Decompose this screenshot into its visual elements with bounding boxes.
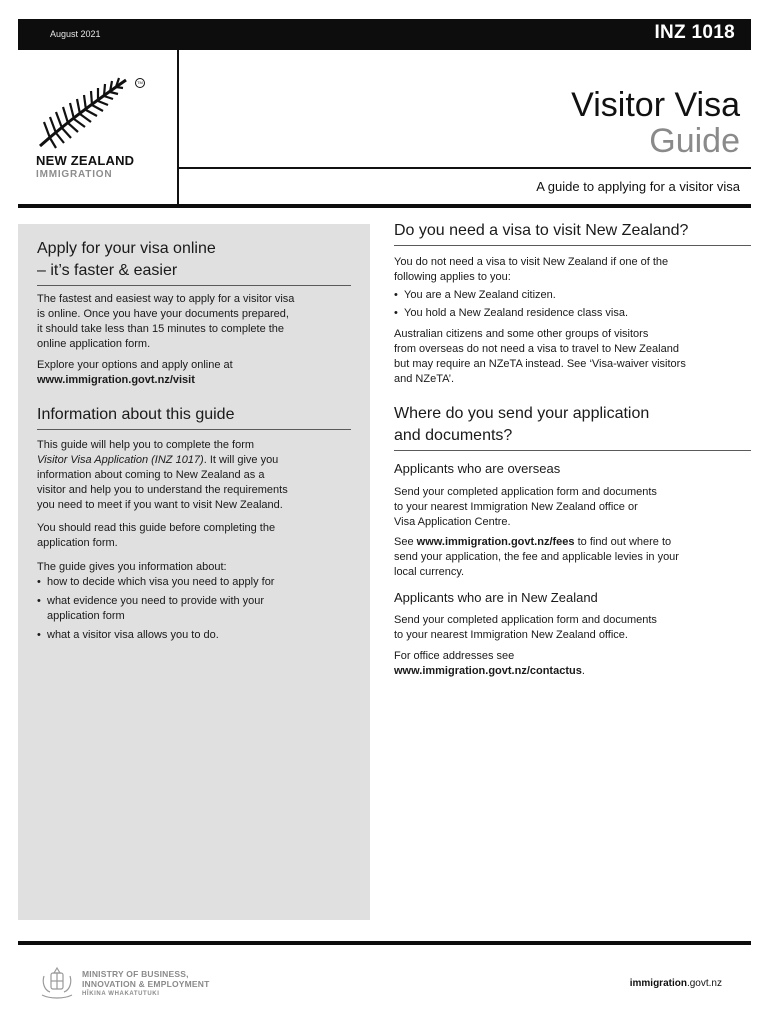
need-visa-intro: You do not need a visa to visit New Zealand if one of the following applies to you: [394,256,669,283]
header-divider-vertical [177,50,179,205]
apply-online-paragraph: The fastest and easiest way to apply for a visitor visa is online. Once you have your documents prepared, it should take less than 15 minutes to complete the online application form. [37,293,295,350]
coat-of-arms-icon [38,966,76,1000]
list-item: • what a visitor visa allows you to do. [37,628,351,643]
read-guide-paragraph: You should read this guide before completing the application form. [37,522,276,549]
send-application-heading: Where do you send your application and documents? [394,403,751,451]
ministry-name: MINISTRY OF BUSINESS, INNOVATION & EMPLOYMENT HĪKINA WHAKATUTUKI [82,969,210,997]
form-code: INZ 1018 [654,22,735,43]
header-bar [18,19,751,50]
guide-info-paragraph: This guide will help you to complete the form Visitor Visa Application (INZ 1017). It will give you information about coming to New Zealand as a visitor and help you to understand the requirements you need to meet if you want to visit New Zealand. [37,439,288,511]
contactus-link[interactable]: www.immigration.govt.nz/contactus [394,665,582,677]
in-nz-paragraph: Send your completed application form and documents to your nearest Immigration New Zealand office. [394,614,657,641]
list-item: • what evidence you need to provide with your application form [37,594,317,624]
visit-link[interactable]: www.immigration.govt.nz/visit [37,374,195,386]
apply-online-heading: Apply for your visa online – it’s faster & easier [37,238,351,286]
page-title-guide: Guide [649,122,740,160]
visa-waiver-paragraph: Australian citizens and some other groups of visitors from overseas do not need a visa to travel to New Zealand but may require an NZeTA instead. See ‘Visa-waiver visitors and NZeTA’. [394,328,686,385]
guide-topics-list [37,575,351,643]
silver-fern-icon [36,72,136,152]
nz-immigration-logo [36,72,146,182]
logo-text-immigration: IMMIGRATION [36,169,113,180]
form-name: Visitor Visa Application (INZ 1017) [37,454,204,466]
page-title: Visitor Visa [571,86,740,124]
guide-topics: The guide gives you information about: • how to decide which visa you need to apply for • what evidence you need to provide with your application form • what a visitor visa allows you to do. [37,560,351,643]
footer-rule [18,941,751,945]
footer-website[interactable]: immigration.govt.nz [629,978,722,989]
list-item: • You hold a New Zealand residence class visa. [394,306,751,321]
logo-text-new-zealand: NEW ZEALAND [36,153,135,168]
left-info-panel [18,224,370,920]
issue-date: August 2021 [50,29,101,39]
need-visa-list [394,288,751,321]
overseas-heading: Applicants who are overseas [394,461,561,476]
header-rule [18,204,751,208]
office-address-paragraph: For office addresses see www.immigration.govt.nz/contactus. [394,650,585,677]
need-visa-heading: Do you need a visa to visit New Zealand? [394,220,751,246]
fees-paragraph: See www.immigration.govt.nz/fees to find out where to send your application, the fee and applicable levies in your local currency. [394,536,679,578]
page-subtitle: A guide to applying for a visitor visa [536,179,740,194]
guide-info-heading: Information about this guide [37,404,351,430]
list-item: • You are a New Zealand citizen. [394,288,751,303]
trademark-symbol: TM [135,78,145,88]
list-item: • how to decide which visa you need to apply for [37,575,351,590]
overseas-paragraph: Send your completed application form and documents to your nearest Immigration New Zealand office or Visa Application Centre. [394,486,657,528]
explore-paragraph: Explore your options and apply online at www.immigration.govt.nz/visit [37,358,351,388]
title-rule [179,167,751,169]
in-nz-heading: Applicants who are in New Zealand [394,590,598,605]
fees-link[interactable]: www.immigration.govt.nz/fees [416,536,575,548]
